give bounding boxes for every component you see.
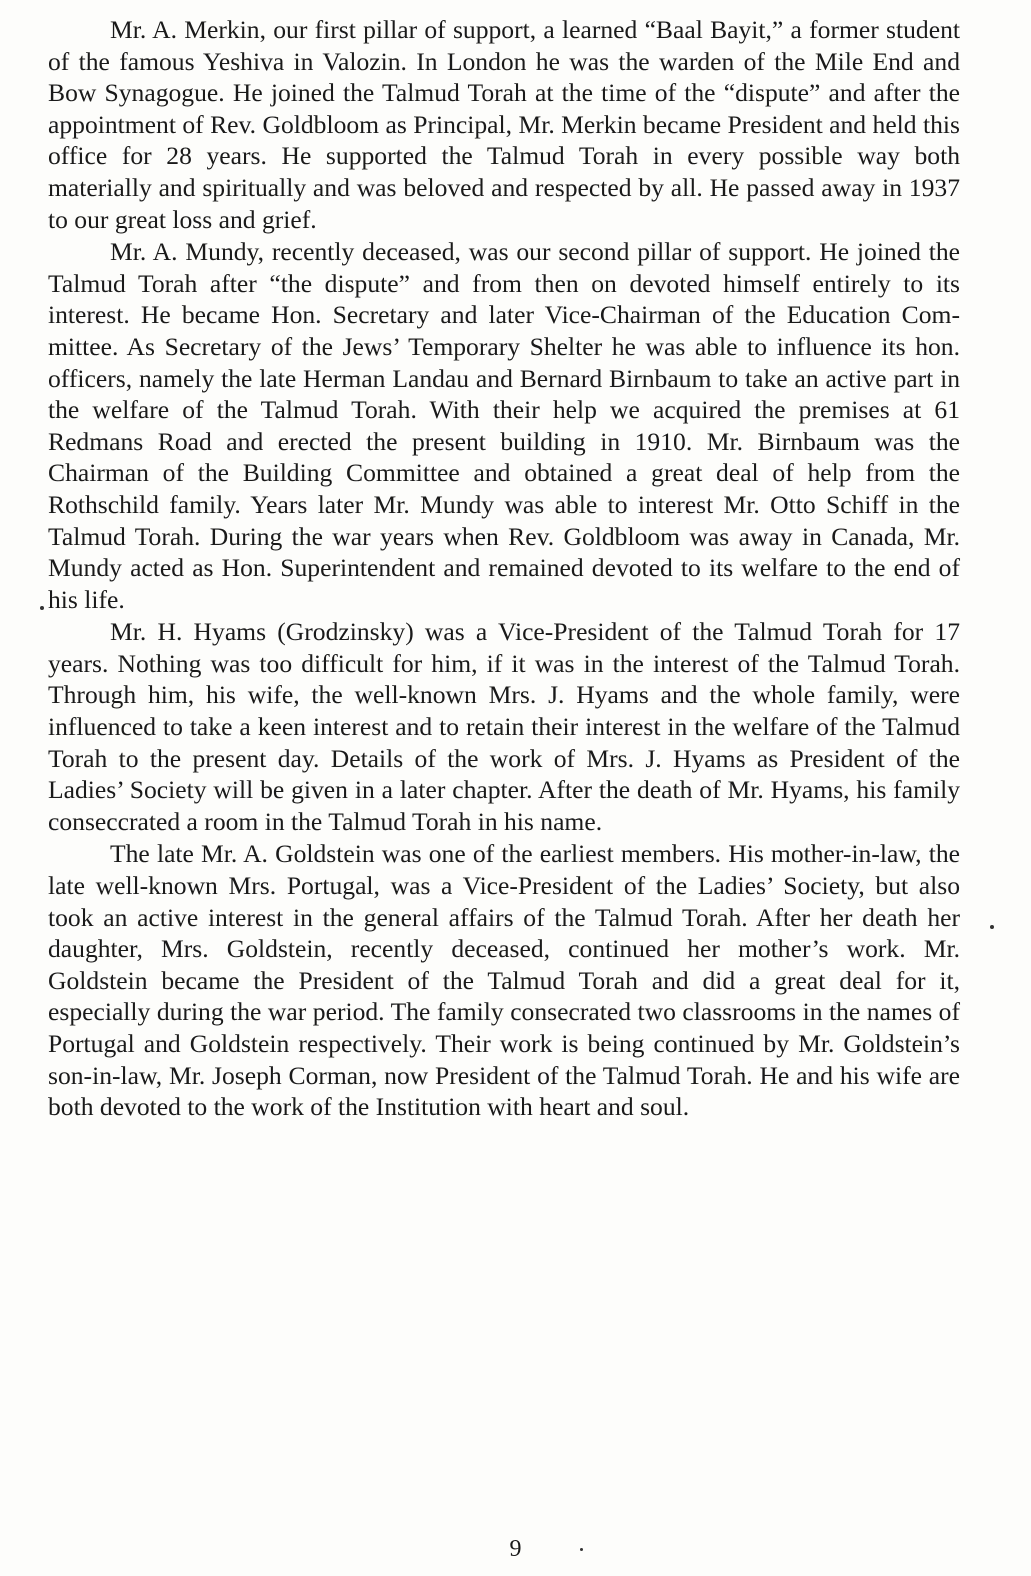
- paragraph-mundy: Mr. A. Mundy, recently deceased, was our second pillar of support. He joined the Talmud Torah after “the dispute” and from then on devoted himself entirely to its interest. He became Hon. Secretary and later Vice-Chairman of the Education Committee. As Secretary of the Jews’ Temporary Shelter he was able to influence its hon. officers, namely the late Herman Landau and Bernard Birnbaum to take an active part in the welfare of the Talmud Torah. With their help we acquired the premises at 61 Redmans Road and erected the present building in 1910. Mr. Birnbaum was the Chairman of the Building Committee and obtained a great deal of help from the Rothschild family. Years later Mr. Mundy was able to interest Mr. Otto Schiff in the Talmud Torah. During the war years when Rev. Goldbloom was away in Canada, Mr. Mundy acted as Hon. Superintendent and remained devoted to its welfare to the end of his life.: [48, 237, 960, 614]
- body-text: [48, 14, 960, 1124]
- scan-speck-left: [40, 606, 44, 610]
- paragraph-merkin: Mr. A. Merkin, our first pillar of support, a learned “Baal Bayit,” a former student of the famous Yeshiva in Valozin. In London he was the warden of the Mile End and Bow Synagogue. He joined the Talmud Torah at the time of the “dispute” and after the appointment of Rev. Goldbloom as Principal, Mr. Merkin became President and held this office for 28 years. He supported the Talmud Torah in every possible way both materially and spiritually and was beloved and respected by all. He passed away in 1937 to our great loss and grief.: [48, 15, 960, 234]
- paragraph-hyams: Mr. H. Hyams (Grodzinsky) was a Vice-President of the Talmud Torah for 17 years. Nothing was too difficult for him, if it was in the interest of the Talmud Torah. Through him, his wife, the well-known Mrs. J. Hyams and the whole family, were influenced to take a keen interest and to retain their interest in the welfare of the Talmud Torah to the present day. Details of the work of Mrs. J. Hyams as President of the Ladies’ Society will be given in a later chapter. After the death of Mr. Hyams, his family conseccrated a room in the Talmud Torah in his name.: [48, 617, 960, 836]
- page-number: 9: [509, 1536, 522, 1562]
- scan-speck-right: [990, 925, 994, 929]
- paragraph-goldstein: The late Mr. A. Goldstein was one of the earliest members. His mother-in-law, the late well-known Mrs. Portugal, was a Vice-President of the Ladies’ Society, but also took an active interest in the general affairs of the Talmud Torah. After her death her daughter, Mrs. Goldstein, recently deceased, continued her mother’s work. Mr. Goldstein became the President of the Talmud Torah and did a great deal for it, especially during the war period. The family consecrated two classrooms in the names of Portugal and Goldstein respectively. Their work is being continued by Mr. Goldstein’s son-in-law, Mr. Joseph Corman, now President of the Talmud Torah. He and his wife are both devoted to the work of the Institution with heart and soul.: [48, 839, 960, 1122]
